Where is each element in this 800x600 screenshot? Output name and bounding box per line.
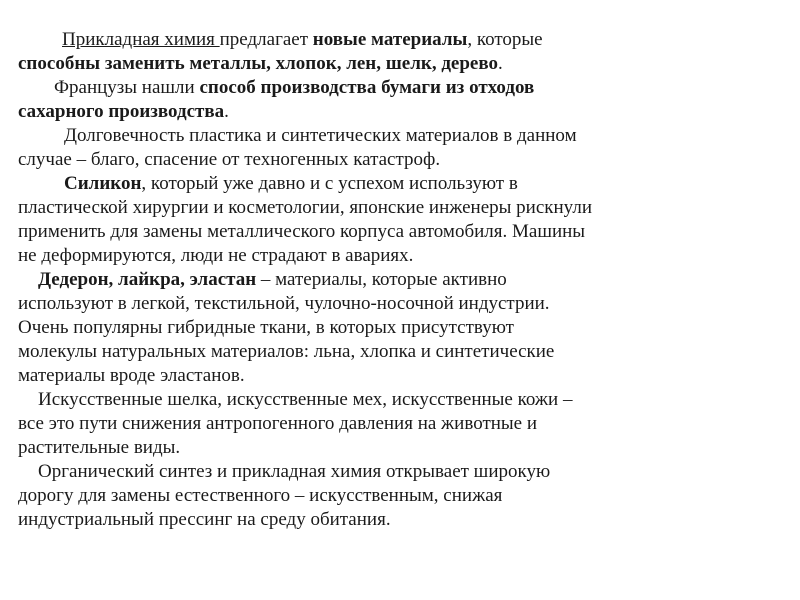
text-line: [18, 388, 788, 412]
text-run: .: [498, 53, 503, 74]
text-line: [18, 52, 788, 76]
text-run: применить для замены металлического корпуса автомобиля. Машины: [18, 221, 586, 242]
text-line: [18, 412, 788, 436]
text-run: Очень популярны гибридные ткани, в которых присутствуют: [18, 317, 514, 338]
text-line: [18, 364, 788, 388]
bold-text: способ производства бумаги из отходов: [199, 77, 535, 98]
text-run: материалы вроде эластанов.: [18, 365, 245, 386]
text-run: Французы нашли: [54, 77, 200, 98]
paragraph: [18, 172, 788, 268]
text-line: [18, 124, 788, 148]
text-line: [18, 340, 788, 364]
paragraph: [18, 28, 788, 76]
text-line: [18, 460, 788, 484]
body-text: [18, 28, 788, 532]
text-run: растительные виды.: [18, 437, 181, 458]
text-run: дорогу для замены естественного – искусственным, снижая: [18, 485, 503, 506]
paragraph: [18, 124, 788, 172]
text-line: [18, 196, 788, 220]
text-run: Долговечность пластика и синтетических материалов в данном: [64, 125, 577, 146]
bold-text: Силикон: [64, 173, 142, 194]
text-line: [18, 316, 788, 340]
text-run: – материалы, которые активно: [256, 269, 507, 290]
bold-text: способны заменить металлы, хлопок, лен, шелк, дерево: [18, 53, 498, 74]
text-run: , которые: [467, 29, 543, 50]
text-line: [18, 436, 788, 460]
text-run: , который уже давно и с успехом используют в: [141, 173, 518, 194]
text-run: не деформируются, люди не страдают в авариях.: [18, 245, 414, 266]
text-line: [18, 508, 788, 532]
text-line: [18, 148, 788, 172]
text-run: все это пути снижения антропогенного давления на животные и: [18, 413, 538, 434]
underlined-text: Прикладная химия: [62, 29, 220, 50]
bold-text: Дедерон, лайкра, эластан: [38, 269, 257, 290]
bold-text: сахарного производства: [18, 101, 225, 122]
text-line: [18, 244, 788, 268]
text-run: Искусственные шелка, искусственные мех, искусственные кожи –: [38, 389, 573, 410]
text-run: .: [224, 101, 229, 122]
text-run: предлагает: [219, 29, 313, 50]
text-run: случае – благо, спасение от техногенных катастроф.: [18, 149, 441, 170]
text-run: индустриальный прессинг на среду обитания.: [18, 509, 391, 530]
text-line: [18, 76, 788, 100]
text-run: используют в легкой, текстильной, чулочно-носочной индустрии.: [18, 293, 550, 314]
text-line: [18, 292, 788, 316]
paragraph: [18, 460, 788, 532]
text-run: молекулы натуральных материалов: льна, хлопка и синтетические: [18, 341, 555, 362]
paragraph: [18, 388, 788, 460]
text-run: пластической хирургии и косметологии, японские инженеры рискнули: [18, 197, 592, 218]
text-run: Органический синтез и прикладная химия открывает широкую: [38, 461, 551, 482]
paragraph: [18, 76, 788, 124]
text-line: [18, 28, 788, 52]
text-line: [18, 220, 788, 244]
text-line: [18, 484, 788, 508]
text-line: [18, 268, 788, 292]
text-line: [18, 172, 788, 196]
text-line: [18, 100, 788, 124]
paragraph: [18, 268, 788, 388]
bold-text: новые материалы: [312, 29, 468, 50]
